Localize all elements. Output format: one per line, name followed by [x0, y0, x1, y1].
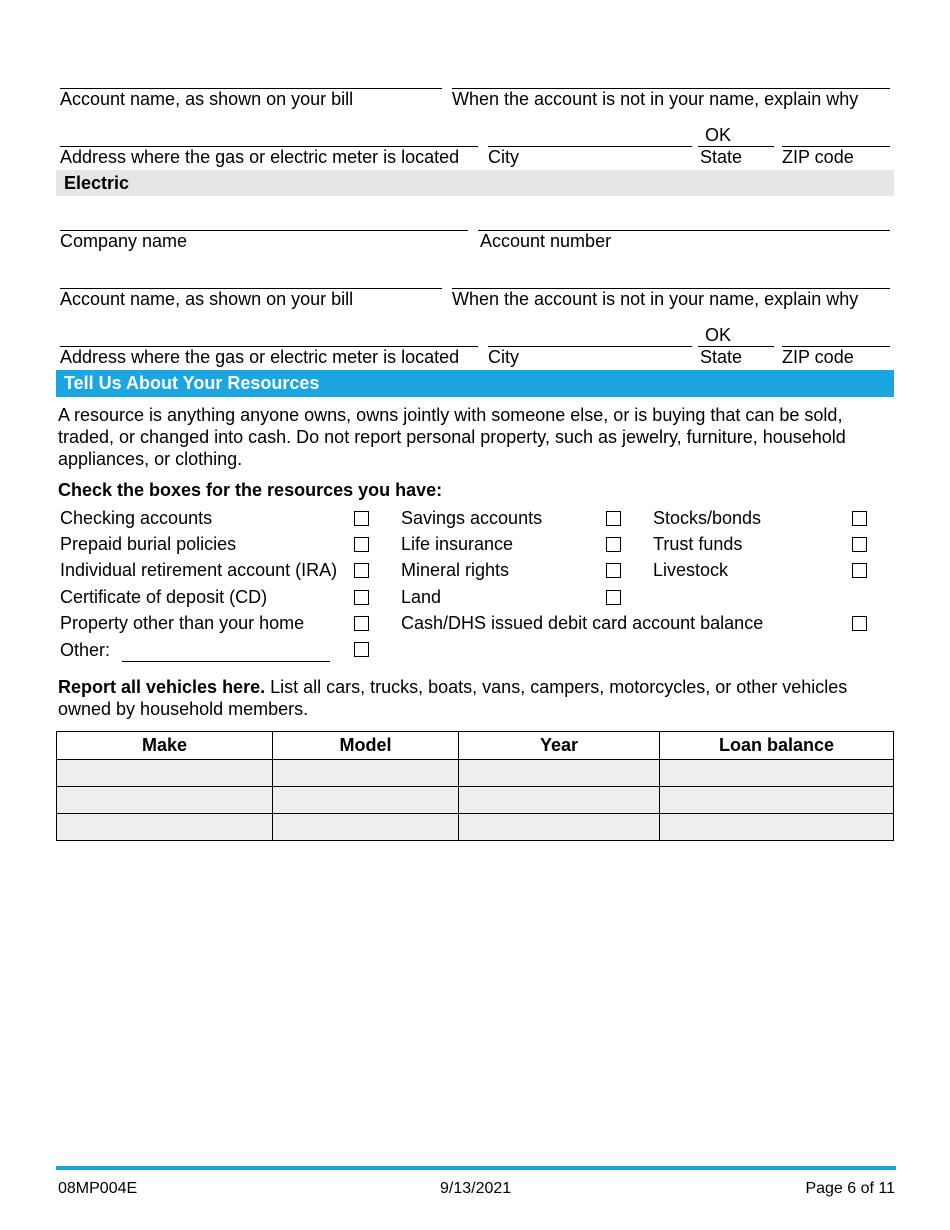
trust-checkbox[interactable]: [852, 537, 867, 552]
state-label-1: State: [700, 147, 743, 167]
explain-label-1: When the account is not in your name, explain why: [452, 89, 859, 109]
stocks-checkbox[interactable]: [852, 511, 867, 526]
ira-label: Individual retirement account (IRA): [60, 560, 338, 580]
burial-label: Prepaid burial policies: [60, 534, 237, 554]
explain-field-2[interactable]: [452, 264, 890, 288]
city-label-2: City: [488, 347, 519, 367]
mineral-label: Mineral rights: [401, 560, 510, 580]
loan-balance-cell[interactable]: [660, 760, 894, 787]
footer-page: Page 6 of 11: [805, 1180, 895, 1197]
footer-date: 9/13/2021: [440, 1180, 512, 1197]
state-value-1: OK: [705, 125, 732, 145]
other-field[interactable]: [122, 640, 330, 661]
ira-checkbox[interactable]: [354, 563, 369, 578]
checking-checkbox[interactable]: [354, 511, 369, 526]
footer-divider: [56, 1166, 896, 1170]
col-loan-balance: Loan balance: [660, 732, 894, 760]
resources-description: A resource is anything anyone owns, owns jointly with someone else, or is buying that can be sold, traded, or changed into cash. Do not report personal property, such as jewelry, furniture, household appliances, or clothing.: [58, 405, 846, 469]
life-checkbox[interactable]: [606, 537, 621, 552]
other-label: Other:: [60, 640, 111, 660]
check-heading: Check the boxes for the resources you have:: [58, 480, 443, 500]
cd-label: Certificate of deposit (CD): [60, 587, 268, 607]
col-make: Make: [57, 732, 273, 760]
cd-checkbox[interactable]: [354, 590, 369, 605]
resources-section-header: [56, 370, 894, 397]
make-cell[interactable]: [57, 814, 273, 841]
electric-section-header: [56, 170, 894, 196]
property-label: Property other than your home: [60, 613, 305, 633]
trust-label: Trust funds: [653, 534, 743, 554]
electric-title: Electric: [64, 173, 130, 193]
loan-balance-cell[interactable]: [660, 787, 894, 814]
other-checkbox[interactable]: [354, 642, 369, 657]
city-field-1[interactable]: [488, 122, 692, 146]
city-label-1: City: [488, 147, 519, 167]
mineral-checkbox[interactable]: [606, 563, 621, 578]
table-row: [57, 787, 894, 814]
account-number-label: Account number: [480, 231, 612, 251]
model-cell[interactable]: [273, 760, 459, 787]
account-name-label-1: Account name, as shown on your bill: [60, 89, 354, 109]
account-name-field-2[interactable]: [60, 264, 442, 288]
model-cell[interactable]: [273, 814, 459, 841]
year-cell[interactable]: [459, 760, 660, 787]
property-checkbox[interactable]: [354, 616, 369, 631]
explain-label-2: When the account is not in your name, explain why: [452, 289, 859, 309]
company-name-field[interactable]: [60, 206, 468, 230]
state-value-2: OK: [705, 325, 732, 345]
zip-field-1[interactable]: [782, 122, 890, 146]
land-checkbox[interactable]: [606, 590, 621, 605]
vehicles-header-row: [57, 732, 894, 760]
zip-label-2: ZIP code: [782, 347, 854, 367]
vehicles-intro-bold: Report all vehicles here.: [58, 677, 266, 697]
year-cell[interactable]: [459, 814, 660, 841]
account-name-field-1[interactable]: [60, 64, 442, 88]
account-name-label-2: Account name, as shown on your bill: [60, 289, 354, 309]
make-cell[interactable]: [57, 760, 273, 787]
zip-label-1: ZIP code: [782, 147, 854, 167]
model-cell[interactable]: [273, 787, 459, 814]
livestock-label: Livestock: [653, 560, 729, 580]
burial-checkbox[interactable]: [354, 537, 369, 552]
checking-label: Checking accounts: [60, 508, 213, 528]
address-field-1[interactable]: [60, 122, 478, 146]
cash-label: Cash/DHS issued debit card account balance: [401, 613, 764, 633]
col-year: Year: [459, 732, 660, 760]
table-row: [57, 760, 894, 787]
loan-balance-cell[interactable]: [660, 814, 894, 841]
address-label-1: Address where the gas or electric meter is located: [60, 147, 460, 167]
land-label: Land: [401, 587, 442, 607]
cash-checkbox[interactable]: [852, 616, 867, 631]
year-cell[interactable]: [459, 787, 660, 814]
make-cell[interactable]: [57, 787, 273, 814]
savings-label: Savings accounts: [401, 508, 543, 528]
col-model: Model: [273, 732, 459, 760]
table-row: [57, 814, 894, 841]
savings-checkbox[interactable]: [606, 511, 621, 526]
address-label-2: Address where the gas or electric meter is located: [60, 347, 460, 367]
address-field-2[interactable]: [60, 322, 478, 346]
city-field-2[interactable]: [488, 322, 692, 346]
footer-form-code: 08MP004E: [58, 1180, 138, 1197]
company-name-label: Company name: [60, 231, 188, 251]
account-number-field[interactable]: [478, 206, 890, 230]
state-label-2: State: [700, 347, 743, 367]
vehicles-table: [56, 731, 894, 841]
stocks-label: Stocks/bonds: [653, 508, 762, 528]
livestock-checkbox[interactable]: [852, 563, 867, 578]
vehicles-intro-text: List all cars, trucks, boats, vans, campers, motorcycles, or other vehicles owned by household members.: [58, 677, 848, 719]
explain-field-1[interactable]: [452, 64, 890, 88]
vehicles-intro: [58, 676, 888, 720]
life-label: Life insurance: [401, 534, 514, 554]
zip-field-2[interactable]: [782, 322, 890, 346]
resources-title: Tell Us About Your Resources: [64, 373, 320, 393]
